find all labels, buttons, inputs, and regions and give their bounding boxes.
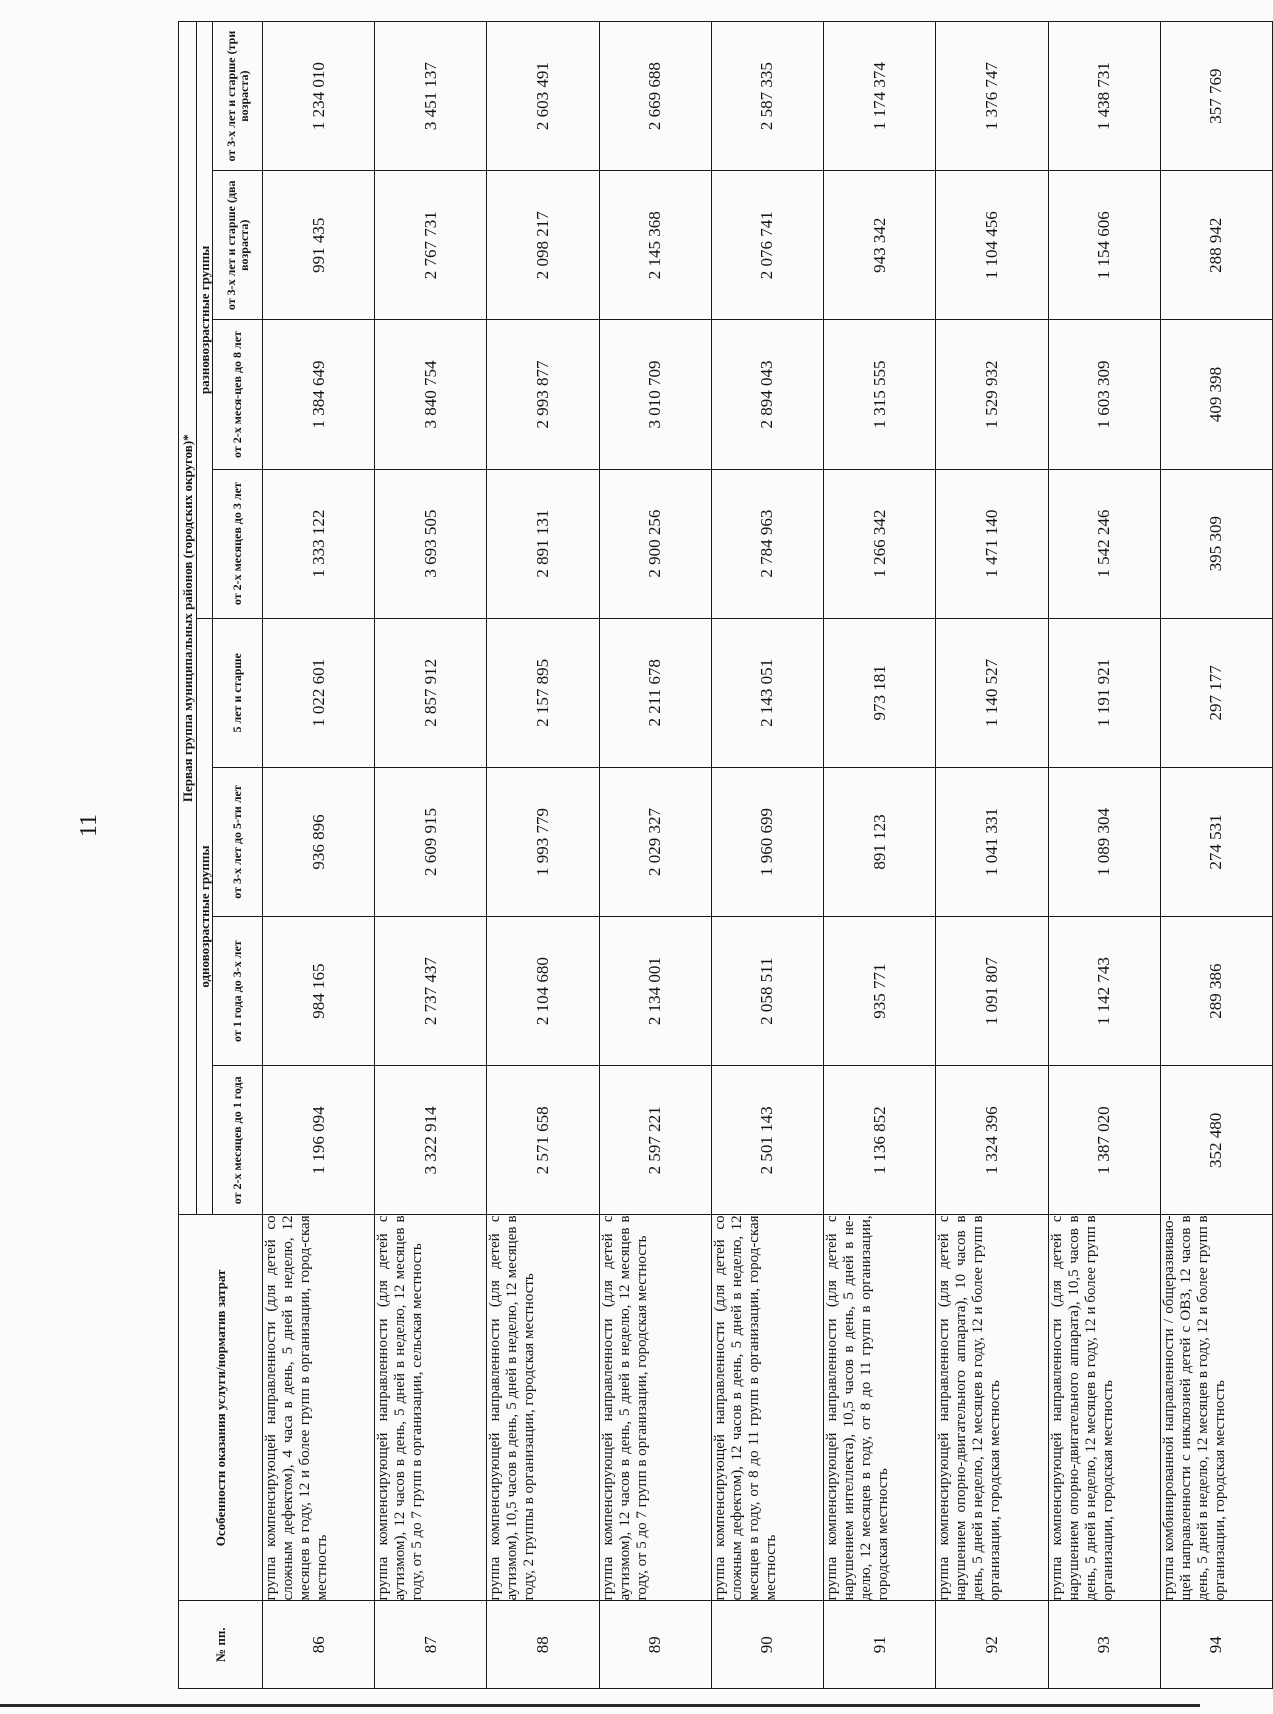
header-age: от 3-х лет и старше (три возраста) <box>213 22 263 171</box>
cost-value: 2 597 221 <box>599 1066 711 1215</box>
cost-value: 3 010 709 <box>599 320 711 469</box>
cost-value: 2 587 335 <box>711 22 823 171</box>
header-age: от 2-х месяцев до 3 лет <box>213 469 263 618</box>
cost-value: 289 386 <box>1160 917 1272 1066</box>
header-first-group: Первая группа муниципальных районов (городских округов)* <box>179 22 197 1215</box>
cost-value: 2 029 327 <box>599 767 711 916</box>
cost-value: 1 104 456 <box>936 171 1048 320</box>
cost-value: 1 140 527 <box>936 618 1048 767</box>
table-row <box>824 22 936 1689</box>
cost-value: 2 571 658 <box>487 1066 599 1215</box>
cost-value: 1 387 020 <box>1048 1066 1160 1215</box>
cost-value: 2 143 051 <box>711 618 823 767</box>
row-number: 90 <box>711 1601 823 1689</box>
cost-value: 2 894 043 <box>711 320 823 469</box>
cost-value: 1 191 921 <box>1048 618 1160 767</box>
cost-value: 1 196 094 <box>263 1066 375 1215</box>
cost-value: 973 181 <box>824 618 936 767</box>
cost-value: 1 529 932 <box>936 320 1048 469</box>
row-number: 88 <box>487 1601 599 1689</box>
table-row <box>711 22 823 1689</box>
cost-norms-table <box>178 21 1273 1689</box>
cost-value: 2 501 143 <box>711 1066 823 1215</box>
cost-value: 2 767 731 <box>375 171 487 320</box>
cost-value: 3 322 914 <box>375 1066 487 1215</box>
row-number: 87 <box>375 1601 487 1689</box>
header-age: от 3-х лет и старше (два возраста) <box>213 171 263 320</box>
page-number: 11 <box>76 813 103 838</box>
row-number: 91 <box>824 1601 936 1689</box>
cost-value: 1 384 649 <box>263 320 375 469</box>
table-row <box>263 22 375 1689</box>
service-description: группа компенсирующей направленности (для детей со сложным дефектом), 4 часа в день, 5 дней в неделю, 12 месяцев в году, 12 и более групп в организации, город-ская местность <box>263 1215 375 1601</box>
cost-value: 1 438 731 <box>1048 22 1160 171</box>
header-age: от 2-х меся-цев до 8 лет <box>213 320 263 469</box>
cost-value: 409 398 <box>1160 320 1272 469</box>
cost-value: 352 480 <box>1160 1066 1272 1215</box>
cost-value: 1 154 606 <box>1048 171 1160 320</box>
service-description: группа компенсирующей направленности (для детей с нарушением опорно-двигательного аппарата), 10 часов в день, 5 дней в неделю, 12 месяцев в году, 12 и более групп в организации, городская местность <box>936 1215 1048 1601</box>
cost-value: 2 603 491 <box>487 22 599 171</box>
cost-value: 2 104 680 <box>487 917 599 1066</box>
table-row <box>375 22 487 1689</box>
cost-value: 1 234 010 <box>263 22 375 171</box>
cost-value: 1 542 246 <box>1048 469 1160 618</box>
service-description: группа компенсирующей направленности (для детей с нарушением интеллекта), 10,5 часов в день, 5 дней в не-делю, 12 месяцев в году, от 8 до 11 групп в организации, городская местность <box>824 1215 936 1601</box>
cost-value: 288 942 <box>1160 171 1272 320</box>
table-row <box>487 22 599 1689</box>
cost-value: 2 891 131 <box>487 469 599 618</box>
cost-value: 2 669 688 <box>599 22 711 171</box>
cost-value: 891 123 <box>824 767 936 916</box>
cost-value: 2 098 217 <box>487 171 599 320</box>
header-age: от 1 года до 3-х лет <box>213 917 263 1066</box>
header-description: Особенности оказания услуги/норматив затрат <box>179 1215 263 1601</box>
cost-value: 1 603 309 <box>1048 320 1160 469</box>
cost-value: 2 993 877 <box>487 320 599 469</box>
cost-value: 2 058 511 <box>711 917 823 1066</box>
cost-value: 943 342 <box>824 171 936 320</box>
service-description: группа компенсирующей направленности (для детей со сложным дефектом), 12 часов в день, 5 дней в неделю, 12 месяцев в году, от 8 до 11 групп в организации, город-ская местность <box>711 1215 823 1601</box>
cost-value: 1 324 396 <box>936 1066 1048 1215</box>
cost-value: 2 076 741 <box>711 171 823 320</box>
rotated-page <box>178 21 1273 1689</box>
cost-value: 2 211 678 <box>599 618 711 767</box>
row-number: 92 <box>936 1601 1048 1689</box>
cost-value: 1 089 304 <box>1048 767 1160 916</box>
cost-value: 1 960 699 <box>711 767 823 916</box>
header-number: № пп. <box>179 1601 263 1689</box>
cost-value: 3 840 754 <box>375 320 487 469</box>
service-description: группа комбинированной направленности / общеразвиваю-щей направленности с инклюзией детей с ОВЗ, 12 часов в день, 5 дней в неделю, 12 месяцев в году, 12 и более групп в организации, городская местность <box>1160 1215 1272 1601</box>
cost-value: 2 784 963 <box>711 469 823 618</box>
cost-value: 1 471 140 <box>936 469 1048 618</box>
table-row <box>1048 22 1160 1689</box>
cost-value: 991 435 <box>263 171 375 320</box>
table-row <box>936 22 1048 1689</box>
cost-value: 1 142 743 <box>1048 917 1160 1066</box>
cost-value: 395 309 <box>1160 469 1272 618</box>
row-number: 94 <box>1160 1601 1272 1689</box>
header-single-age-groups: одновозрастные группы <box>197 618 213 1215</box>
cost-value: 2 157 895 <box>487 618 599 767</box>
cost-value: 1 266 342 <box>824 469 936 618</box>
header-age: от 3-х лет до 5-ти лет <box>213 767 263 916</box>
row-number: 86 <box>263 1601 375 1689</box>
table-row <box>1160 22 1272 1689</box>
cost-value: 936 896 <box>263 767 375 916</box>
table-row <box>599 22 711 1689</box>
cost-value: 274 531 <box>1160 767 1272 916</box>
cost-value: 2 134 001 <box>599 917 711 1066</box>
cost-value: 984 165 <box>263 917 375 1066</box>
cost-value: 2 900 256 <box>599 469 711 618</box>
cost-value: 1 174 374 <box>824 22 936 171</box>
cost-value: 1 041 331 <box>936 767 1048 916</box>
bottom-border-line <box>0 1704 1200 1707</box>
row-number: 93 <box>1048 1601 1160 1689</box>
cost-value: 2 145 368 <box>599 171 711 320</box>
cost-value: 3 451 137 <box>375 22 487 171</box>
service-description: группа компенсирующей направленности (для детей с аутизмом), 12 часов в день, 5 дней в неделю, 12 месяцев в году, от 5 до 7 групп в организации, сельская местность <box>375 1215 487 1601</box>
cost-value: 1 315 555 <box>824 320 936 469</box>
cost-value: 357 769 <box>1160 22 1272 171</box>
header-mixed-age-groups: разновозрастные группы <box>197 22 213 619</box>
cost-value: 1 136 852 <box>824 1066 936 1215</box>
row-number: 89 <box>599 1601 711 1689</box>
header-age: от 2-х месяцев до 1 года <box>213 1066 263 1215</box>
header-age: 5 лет и старше <box>213 618 263 767</box>
cost-value: 1 333 122 <box>263 469 375 618</box>
cost-value: 1 091 807 <box>936 917 1048 1066</box>
cost-value: 935 771 <box>824 917 936 1066</box>
cost-value: 1 022 601 <box>263 618 375 767</box>
cost-value: 297 177 <box>1160 618 1272 767</box>
cost-value: 1 376 747 <box>936 22 1048 171</box>
cost-value: 2 857 912 <box>375 618 487 767</box>
cost-value: 2 609 915 <box>375 767 487 916</box>
service-description: группа компенсирующей направленности (для детей с аутизмом), 10,5 часов в день, 5 дней в неделю, 12 месяцев в году, 2 группы в организации, городская местность <box>487 1215 599 1601</box>
cost-value: 2 737 437 <box>375 917 487 1066</box>
cost-value: 3 693 505 <box>375 469 487 618</box>
service-description: группа компенсирующей направленности (для детей с нарушением опорно-двигательного аппарата), 10,5 часов в день, 5 дней в неделю, 12 месяцев в году, 12 и более групп в организации, городская местность <box>1048 1215 1160 1601</box>
service-description: группа компенсирующей направленности (для детей с аутизмом), 12 часов в день, 5 дней в неделю, 12 месяцев в году, от 5 до 7 групп в организации, городская местность <box>599 1215 711 1601</box>
cost-value: 1 993 779 <box>487 767 599 916</box>
